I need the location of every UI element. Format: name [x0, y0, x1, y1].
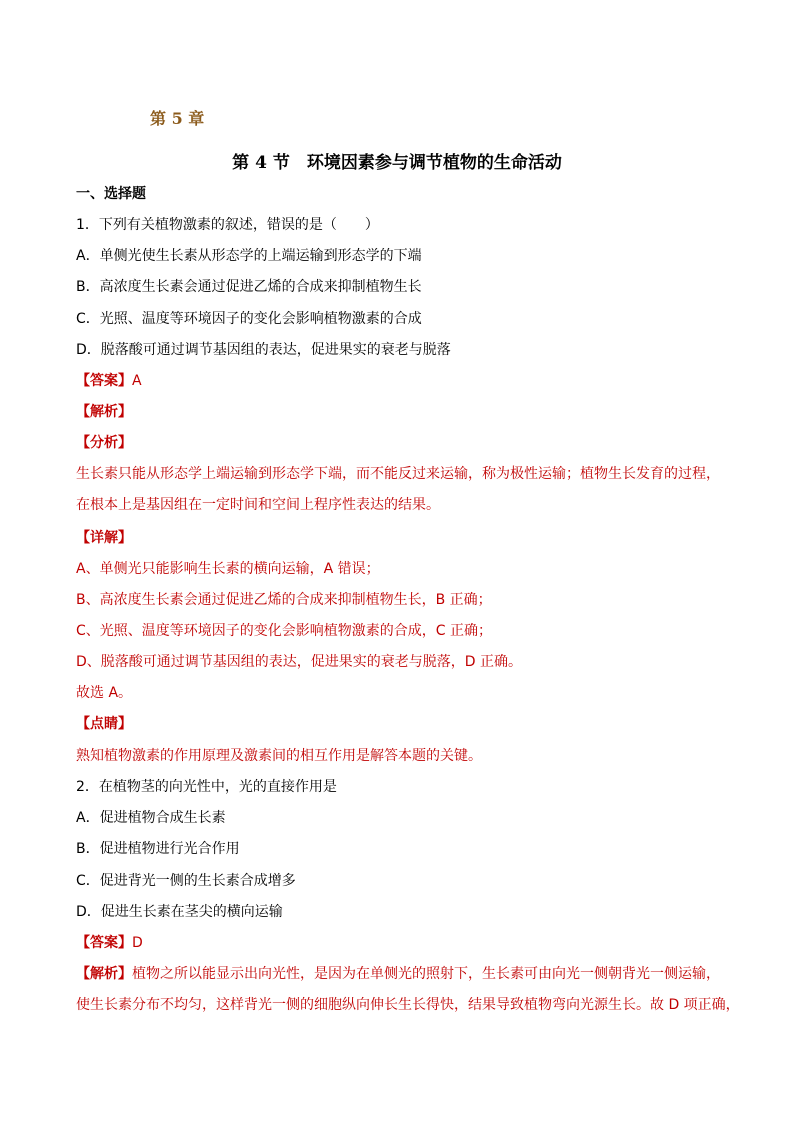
- q2-option-d: D．促进生长素在茎尖的横向运输: [76, 904, 283, 920]
- q1-answer-value: A: [132, 373, 142, 389]
- q1-option-c: C．光照、温度等环境因子的变化会影响植物激素的合成: [76, 311, 422, 327]
- q1-option-b: B．高浓度生长素会通过促进乙烯的合成来抑制植物生长: [76, 279, 422, 295]
- q1-point-tag: 【点睛】: [76, 716, 132, 732]
- q1-detail-line-a: A、单侧光只能影响生长素的横向运输，A 错误；: [76, 561, 380, 577]
- q1-analysis-tag: 【解析】: [76, 404, 132, 420]
- q2-option-b: B．促进植物进行光合作用: [76, 841, 240, 857]
- q2-analysis-tag: 【解析】: [76, 966, 132, 982]
- q2-analysis-line-2: 使生长素分布不均匀，这样背光一侧的细胞纵向伸长生长得快，结果导致植物弯向光源生长。故 D 项正确，: [76, 997, 740, 1013]
- q1-answer: [76, 371, 142, 391]
- q1-detail-conclusion: 故选 A。: [76, 685, 133, 701]
- q2-option-a: A．促进植物合成生长素: [76, 810, 226, 826]
- q1-option-d: D．脱落酸可通过调节基因组的表达，促进果实的衰老与脱落: [76, 342, 451, 358]
- q1-detail-tag: 【详解】: [76, 530, 132, 546]
- question-1-stem: 1．下列有关植物激素的叙述，错误的是（ ）: [76, 217, 379, 233]
- chapter-heading: 第 5 章: [150, 109, 205, 128]
- q2-answer-tag: 【答案】: [76, 935, 132, 951]
- question-2-stem: 2．在植物茎的向光性中，光的直接作用是: [76, 779, 337, 795]
- q1-detail-line-d: D、脱落酸可通过调节基因组的表达，促进果实的衰老与脱落，D 正确。: [76, 654, 523, 670]
- q1-point-text: 熟知植物激素的作用原理及激素间的相互作用是解答本题的关键。: [76, 748, 482, 764]
- q2-answer: [76, 933, 143, 953]
- q1-answer-tag: 【答案】: [76, 373, 132, 389]
- q2-analysis-line-1: [76, 964, 720, 984]
- q1-option-a: A．单侧光使生长素从形态学的上端运输到形态学的下端: [76, 248, 422, 264]
- q1-detail-line-b: B、高浓度生长素会通过促进乙烯的合成来抑制植物生长，B 正确；: [76, 592, 492, 608]
- q2-answer-value: D: [132, 935, 143, 951]
- q1-detail-line-c: C、光照、温度等环境因子的变化会影响植物激素的合成，C 正确；: [76, 623, 492, 639]
- q2-analysis-text-1: 植物之所以能显示出向光性，是因为在单侧光的照射下，生长素可由向光一侧朝背光一侧运输，: [132, 966, 720, 982]
- question-type-heading: 一、选择题: [76, 186, 146, 202]
- q2-option-c: C．促进背光一侧的生长素合成增多: [76, 873, 296, 889]
- q1-fenxi-tag: 【分析】: [76, 435, 132, 451]
- section-title: 第 4 节 环境因素参与调节植物的生命活动: [232, 153, 562, 173]
- q1-fenxi-line-1: 生长素只能从形态学上端运输到形态学下端，而不能反过来运输，称为极性运输；植物生长发育的过程，: [76, 466, 720, 482]
- q1-fenxi-line-2: 在根本上是基因组在一定时间和空间上程序性表达的结果。: [76, 497, 440, 513]
